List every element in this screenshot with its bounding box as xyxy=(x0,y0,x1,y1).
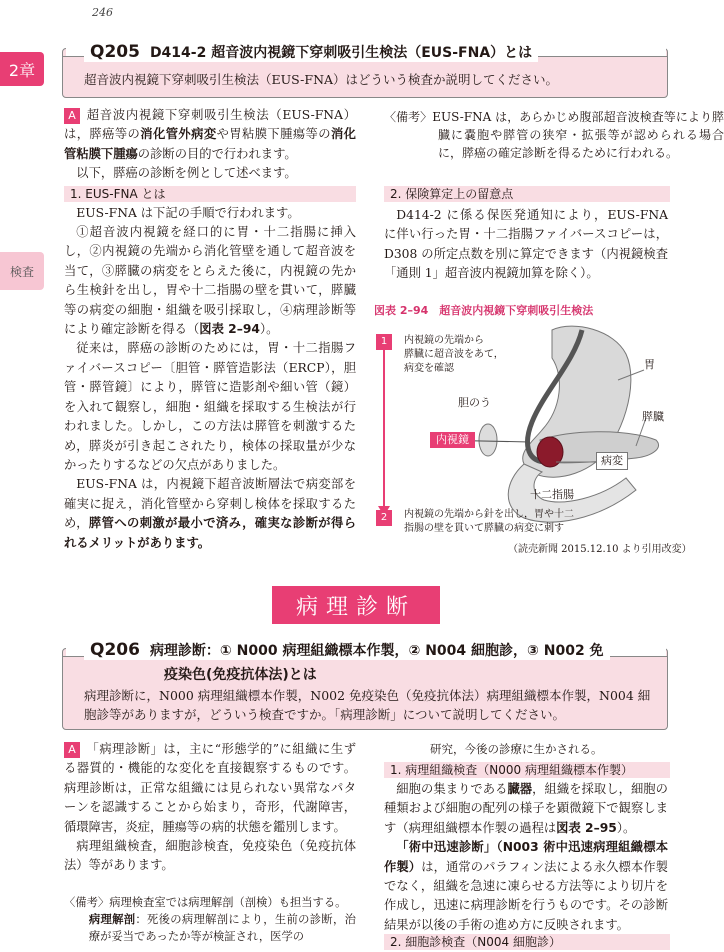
right1-p1: D414-2 に係る保医発通知により，EUS-FNA に伴い行った胃・十二指腸ファイバースコピーは，D308 の所定点数を別に算定できます（内視鏡検査「通則 1」超音波内視鏡加算を除く）。 xyxy=(384,208,668,281)
right2-p1-a: 細胞の集まりである xyxy=(396,782,508,796)
label-endoscope: 内視鏡 xyxy=(430,432,475,448)
step1-text xyxy=(404,334,504,376)
right2-p2 xyxy=(384,838,668,935)
q206-question-l1: 病理診断に，N000 病理組織標本作製，N002 免疫染色（免疫抗体法）病理組織標本作製，N004 細 xyxy=(84,688,651,703)
left2-column xyxy=(64,740,356,876)
left1-p3: 従来は，膵癌の診断のためには，胃・十二指腸ファイバースコピー〔胆管・膵管造影法（ERCP），胆管・膵管鏡〕により，膵管に造影剤や細い管（鏡）を入れて観察し，細胞・組織を採取する生検法が行われました。しかし，この方法は膵管を刺激するため，膵炎が引き起こされたり，検体の採取量が少なかったりするなどの欠点がありました。 xyxy=(64,341,356,472)
step2-number: 2 xyxy=(376,510,392,526)
right1-note-label: 〈備考〉 xyxy=(384,110,433,124)
left1-p2-ref: 図表 2–94 xyxy=(199,322,260,337)
left1-column xyxy=(64,106,356,553)
right1-note xyxy=(384,108,724,162)
section-1-heading: 1. EUS-FNA とは xyxy=(64,186,356,202)
q205-title: D414-2 超音波内視鏡下穿刺吸引生検法（EUS-FNA）とは xyxy=(149,45,533,61)
right2-p1-c: ，組織を採取し，細胞の種類および細胞の配列の様子を顕微鏡下で観察します（病理組織標本作製の過程は xyxy=(384,782,668,835)
left1-p4-a: EUS-FNA は，内視鏡下超音波断層法で病変部を確実に捉え，消化管壁から穿刺し検体を採取するため， xyxy=(64,477,356,531)
q206-title-l2: 疫染色(免疫抗体法)とは xyxy=(164,667,317,683)
label-gallbladder: 胆のう xyxy=(458,396,491,409)
left1-p4-bold: 膵管への刺激が最小で済み，確実な診断が得られるメリットがあります。 xyxy=(64,516,356,550)
right2-p2-bold: 「術中迅速診断」 xyxy=(396,840,497,855)
q205-heading xyxy=(84,42,538,62)
left2-term-desc: ：死後の病理解剖により，生前の診断，治療が妥当であったか等が検証され，医学の xyxy=(88,913,356,943)
step1-line-1: 内視鏡の先端から xyxy=(404,335,484,346)
left1-p2 xyxy=(64,223,356,339)
left2-note-label: 〈備考〉 xyxy=(64,896,110,909)
right2-p2-bold2: （N003 術中迅速病理組織標本作製） xyxy=(384,840,668,874)
q206-question xyxy=(84,686,662,724)
step2-line-1: 内視鏡の先端から針を出し，胃や十二 xyxy=(404,509,574,520)
left1-intro-bold1: 消化管外病変 xyxy=(140,127,217,142)
q206-question-l2: 胞診等がありますが，どういう検査ですか。「病理診断」について説明してください。 xyxy=(84,707,566,722)
step2-line-2: 指腸の壁を貫いて膵臓の病変に刺す xyxy=(404,523,564,534)
left2-note xyxy=(64,894,356,945)
left1-intro-bold2: 消化管粘膜下腫瘍 xyxy=(64,127,356,161)
right2-p2-c: は，通常のパラフィン法による永久標本作製でなく，組織を急速に凍らせる方法等により切片を作成し，迅速に病理診断を行うものです。その診断結果が以後の手術の進め方に反映されます。 xyxy=(384,859,668,932)
q206-number: Q206 xyxy=(90,640,140,660)
step1-line-2: 膵臓に超音波をあて， xyxy=(404,349,504,360)
left1-p1: EUS-FNA は下記の手順で行われます。 xyxy=(76,205,300,220)
right2-p1 xyxy=(384,780,668,838)
figure-source: （読売新聞 2015.12.10 より引用改変） xyxy=(508,544,692,555)
label-pancreas: 膵臓 xyxy=(642,410,664,423)
step1-number: 1 xyxy=(376,334,392,350)
answer-mark-1: A xyxy=(64,108,80,124)
figure-caption: 図表 2–94 超音波内視鏡下穿刺吸引生検法 xyxy=(374,304,594,317)
left1-intro-c: や胃粘膜下腫瘍等の xyxy=(216,127,331,142)
label-lesion: 病変 xyxy=(596,452,628,470)
step2-text xyxy=(404,508,574,536)
right1-note-text: EUS-FNA は，あらかじめ腹部超音波検査等により膵臓に嚢胞や膵管の狭窄・拡張等が認められる場合に，膵癌の確定診断を得るために行われる。 xyxy=(432,110,724,160)
pathology-banner: 病理診断 xyxy=(272,586,440,624)
label-duodenum: 十二指腸 xyxy=(530,488,574,501)
left1-p2-b: ）。 xyxy=(259,322,279,337)
section-pathology-2-heading: 2. 細胞診検査（N004 細胞診） xyxy=(384,934,670,950)
left2-term: 病理解剖 xyxy=(88,913,136,926)
q206-title-l1: 病理診断：① N000 病理組織標本作製，② N004 細胞診，③ N002 免 xyxy=(149,643,604,659)
q205-number: Q205 xyxy=(90,42,140,62)
page-number: 246 xyxy=(92,6,113,19)
left1-intro-a: 超音波内視鏡下穿刺吸引生検法（EUS-FNA）は，膵癌等の xyxy=(64,108,356,142)
left1-intro-2: 以下，膵癌の診断を例として述べます。 xyxy=(76,166,297,181)
label-stomach: 胃 xyxy=(644,358,655,371)
q206-heading xyxy=(84,640,610,660)
right2-p1-d: ）。 xyxy=(616,820,636,835)
right2-p1-bold: 臓器 xyxy=(507,782,533,796)
answer-mark-2: A xyxy=(64,742,80,758)
q205-question: 超音波内視鏡下穿刺吸引生検法（EUS-FNA）はどういう検査か説明してください。 xyxy=(84,72,559,87)
left2-p1: 「病理診断」は，主に“形態学的”に組織に生ずる器質的・機能的な変化を直接観察するものです。病理診断は，正常な組織には見られない異常なパターンを認識することから始まり，奇形，代謝障害，循環障害，炎症，腫瘍等の病的状態を鑑別します。 xyxy=(64,742,356,834)
side-tab-kensa: 検査 xyxy=(0,252,44,290)
gallbladder-shape xyxy=(479,424,497,456)
step1-line-3: 病変を確認 xyxy=(404,363,454,374)
right2-body xyxy=(384,780,668,935)
right2-p1-ref: 図表 2–95 xyxy=(556,820,617,835)
section-2-heading: 2. 保険算定上の留意点 xyxy=(384,186,670,202)
chapter-tab: 2章 xyxy=(0,52,44,86)
left2-note-text: 病理検査室では病理解剖（剖検）も担当する。 xyxy=(109,896,347,909)
left1-p4 xyxy=(64,475,356,553)
left2-p2: 病理組織検査，細胞診検査，免疫染色（免疫抗体法）等があります。 xyxy=(64,839,356,873)
left1-p2-a: ①超音波内視鏡を経口的に胃・十二指腸に挿入し，②内視鏡の先端から消化管壁を通して超音波を当て，③膵臓の病変をとらえた後に，内視鏡の先から生検針を出し，胃や十二指腸の壁を貫いて，膵臓等の病変の細胞・組織を吸引採取し，④病理診断等により確定診断を得る（ xyxy=(64,225,356,337)
left1-intro-d: の診断の目的で行われます。 xyxy=(137,146,297,161)
section-pathology-1-heading: 1. 病理組織検査（N000 病理組織標本作製） xyxy=(384,762,670,778)
right2-cont: 研究，今後の診療に生かされる。 xyxy=(430,742,603,756)
